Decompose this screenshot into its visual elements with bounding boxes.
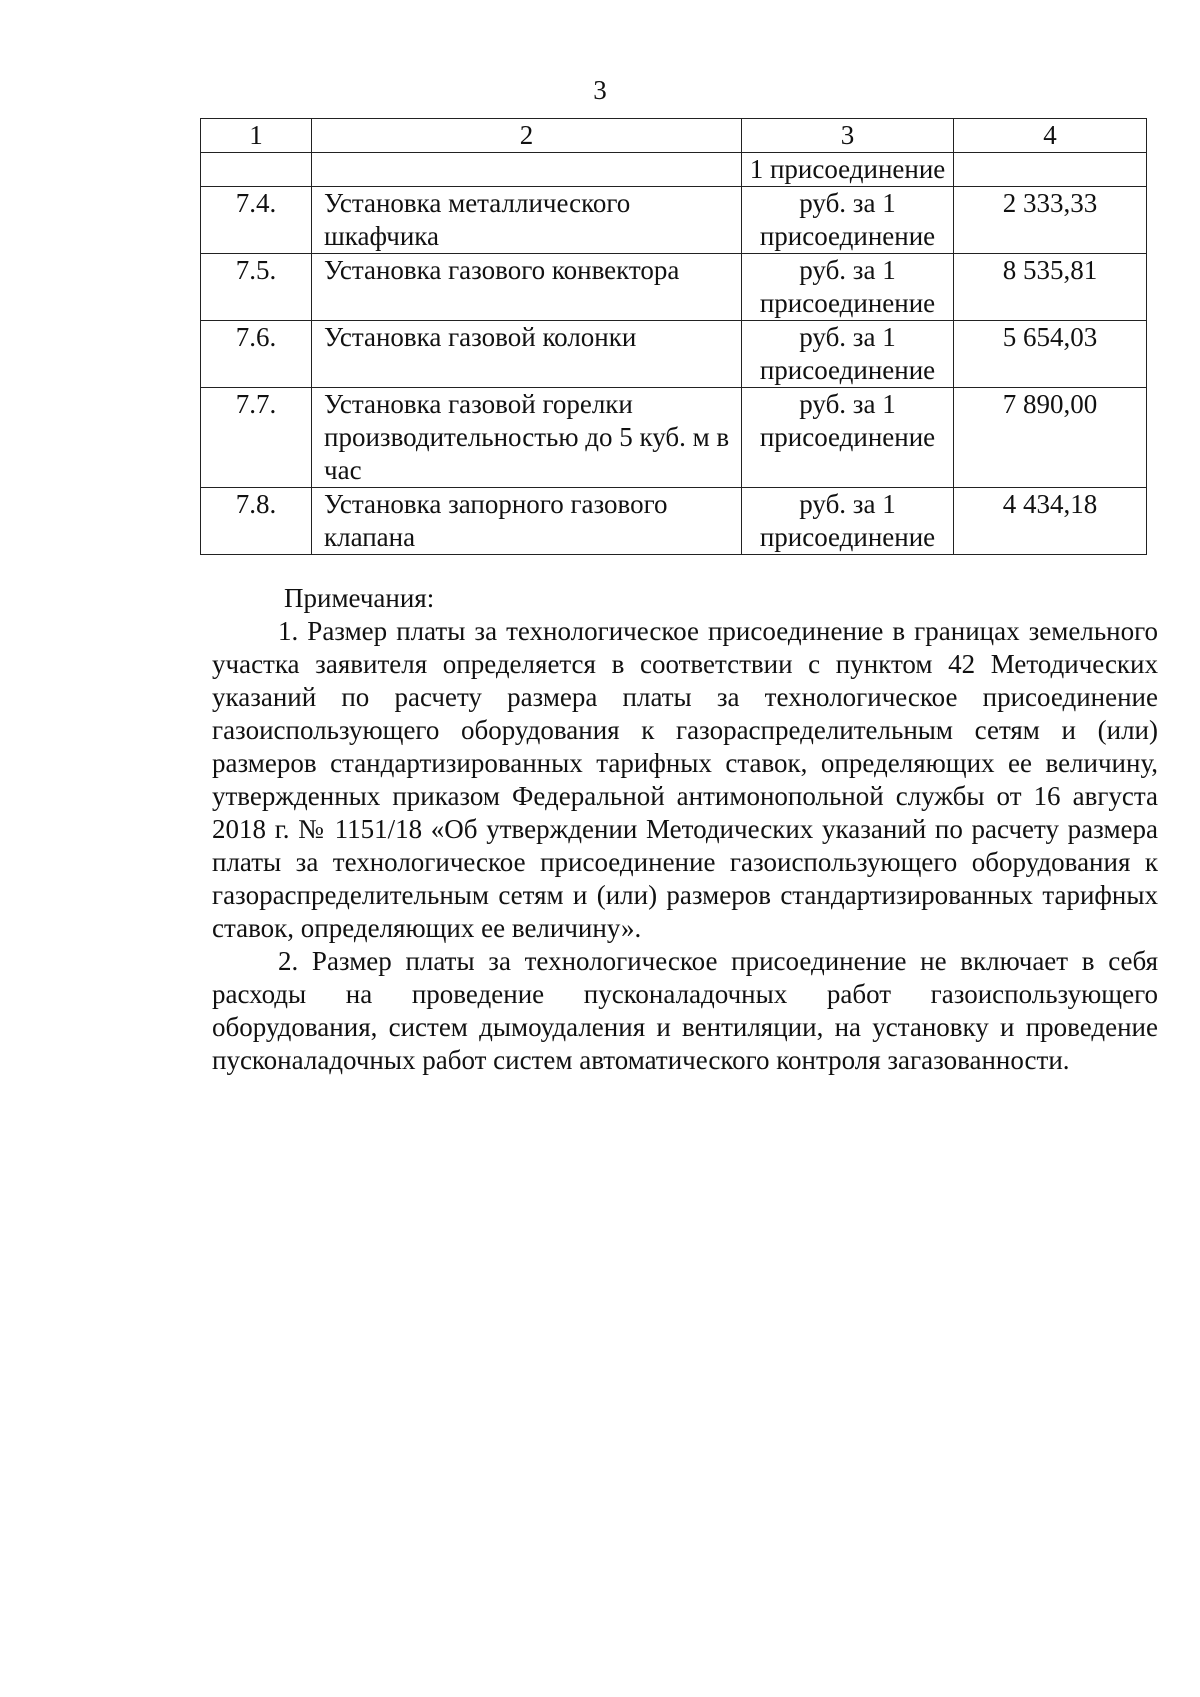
service-name-cell: Установка металлического шкафчика <box>312 187 742 254</box>
unit-cell: руб. за 1 присоединение <box>742 321 954 388</box>
column-header-3: 3 <box>742 119 954 153</box>
price-cell: 4 434,18 <box>954 488 1147 555</box>
table-header-row <box>201 119 1147 153</box>
row-number-cell: 7.7. <box>201 388 312 488</box>
unit-cell: руб. за 1 присоединение <box>742 187 954 254</box>
table-row <box>201 187 1147 254</box>
table-row <box>201 388 1147 488</box>
column-header-1: 1 <box>201 119 312 153</box>
table-row-continuation <box>201 153 1147 187</box>
row-number-cell: 7.6. <box>201 321 312 388</box>
price-cell: 2 333,33 <box>954 187 1147 254</box>
service-name-cell: Установка газового конвектора <box>312 254 742 321</box>
row-number-cell <box>201 153 312 187</box>
tariff-table <box>200 118 1147 555</box>
price-cell: 7 890,00 <box>954 388 1147 488</box>
note-paragraph-1: 1. Размер платы за технологическое присоединение в границах земельного участка заявителя определяется в соответствии с пунктом 42 Методических указаний по расчету размера платы за технологическое присоединение газоиспользующего оборудования к газораспределительным сетям и (или) размеров стандартизированных тарифных ставок, определяющих ее величину, утвержденных приказом Федеральной антимонопольной службы от 16 августа 2018 г. № 1151/18 «Об утверждении Методических указаний по расчету размера платы за технологическое присоединение газоиспользующего оборудования к газораспределительным сетям и (или) размеров стандартизированных тарифных ставок, определяющих ее величину». <box>212 616 1158 943</box>
column-header-4: 4 <box>954 119 1147 153</box>
service-name-cell: Установка запорного газового клапана <box>312 488 742 555</box>
row-number-cell: 7.8. <box>201 488 312 555</box>
notes-section <box>212 582 1158 1077</box>
note-paragraph-2: 2. Размер платы за технологическое присоединение не включает в себя расходы на проведение пусконаладочных работ газоиспользующего оборудования, систем дымоудаления и вентиляции, на установку и проведение пусконаладочных работ систем автоматического контроля загазованности. <box>212 946 1158 1075</box>
service-name-cell: Установка газовой колонки <box>312 321 742 388</box>
notes-title: Примечания: <box>284 583 435 613</box>
unit-cell: руб. за 1 присоединение <box>742 388 954 488</box>
table-row <box>201 254 1147 321</box>
price-cell: 5 654,03 <box>954 321 1147 388</box>
service-name-cell: Установка газовой горелки производительностью до 5 куб. м в час <box>312 388 742 488</box>
price-cell <box>954 153 1147 187</box>
column-header-2: 2 <box>312 119 742 153</box>
page-number: 3 <box>593 75 607 105</box>
row-number-cell: 7.4. <box>201 187 312 254</box>
table-row <box>201 321 1147 388</box>
row-number-cell: 7.5. <box>201 254 312 321</box>
table-row <box>201 488 1147 555</box>
unit-cell: руб. за 1 присоединение <box>742 488 954 555</box>
service-name-cell <box>312 153 742 187</box>
unit-cell: руб. за 1 присоединение <box>742 254 954 321</box>
unit-cell: 1 присоединение <box>742 153 954 187</box>
price-cell: 8 535,81 <box>954 254 1147 321</box>
